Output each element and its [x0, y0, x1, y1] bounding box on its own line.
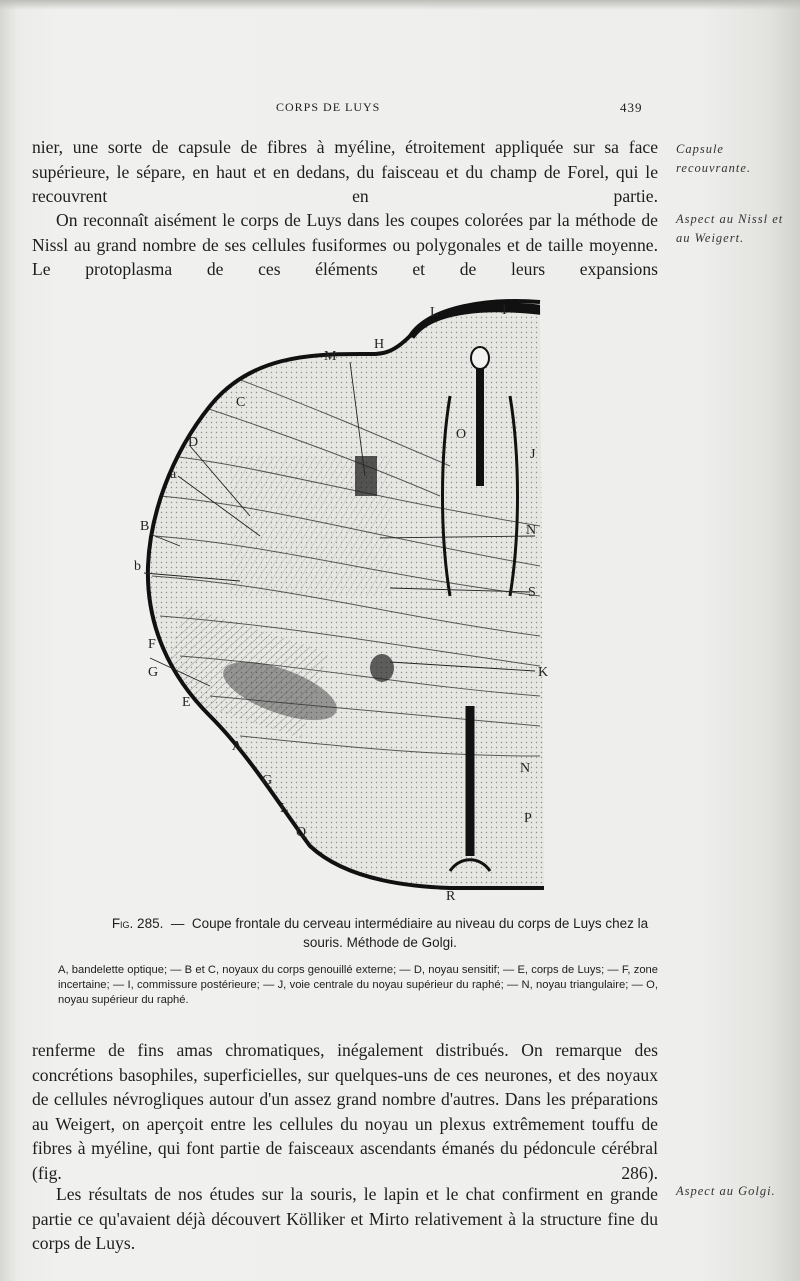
label-R: R	[446, 889, 456, 904]
paragraph-4: Les résultats de nos études sur la souris, le lapin et le chat confirment en grande partie ce qu'avaient déjà découvert Kölliker et Mirto relativement à la structure fine du corps de Luys.	[32, 1184, 658, 1254]
margin-note-nissl: Aspect au Nissl et au Weigert.	[676, 212, 784, 245]
brain-section-drawing	[110, 296, 560, 904]
running-title: CORPS DE LUYS	[276, 100, 381, 114]
label-J: J	[530, 447, 536, 462]
paragraph-1: nier, une sorte de capsule de fibres à myéline, étroitement appliquée sur sa face supérieure, le sépare, en haut et en dedans, du faisceau et du champ de Forel, qui le recouvrent en partie.	[32, 137, 658, 207]
label-S: S	[528, 585, 536, 600]
figure-caption-text: Coupe frontale du cerveau intermédiaire au niveau du corps de Luys chez la souris. Méthode de Golgi.	[191, 916, 649, 950]
figure-285	[110, 296, 560, 904]
label-H: H	[374, 337, 385, 352]
label-K: K	[538, 665, 549, 680]
paragraph-3: renferme de fins amas chromatiques, inégalement distribués. On remarque des concrétions basophiles, superficielles, sur quelques-uns de ces neurones, et des noyaux de cellules névrogliques autour d'un assez grand nombre d'autres. Dans les préparations au Weigert, on aperçoit entre les cellules du noyau un plexus extrêmement touffu de fibres à myéline, qui font partie de faisceaux ascendants émanés du pédoncule cérébral (fig. 286).	[32, 1040, 658, 1183]
margin-note-capsule: Capsule recouvrante.	[676, 142, 752, 175]
figure-legend: A, bandelette optique; — B et C, noyaux du corps genouillé externe; — D, noyau sensitif; — E, corps de Luys; — F, zone incertaine; — I, commissure postérieure; — J, voie centrale du noyau supérieur du raphé; — N, noyau triangulaire; — O, noyau supérieur du raphé.	[58, 964, 658, 1006]
figure-caption: Fig. 285. — Coupe frontale du cerveau intermédiaire au niveau du corps de Luys chez la souris. Méthode de Golgi.	[111, 916, 649, 950]
scan-edge-shadow	[0, 0, 800, 10]
label-L-lower: L	[280, 801, 289, 816]
label-Q: Q	[296, 825, 307, 840]
margin-note-golgi: Aspect au Golgi.	[676, 1184, 776, 1198]
label-P: P	[524, 811, 532, 826]
page-number: 439	[620, 100, 643, 115]
figure-number: Fig. 285.	[111, 916, 164, 931]
label-B: B	[140, 519, 150, 534]
paragraph-2: On reconnaît aisément le corps de Luys dans les coupes colorées par la méthode de Nissl au grand nombre de ses cellules fusiformes ou polygonales et de taille moyenne. Le protoplasma de ces éléments et de leurs expansions	[32, 210, 658, 280]
label-L: L	[430, 305, 439, 320]
label-a: a	[170, 467, 177, 482]
label-G-lower: G	[262, 773, 273, 788]
label-C: C	[236, 395, 246, 410]
label-b: b	[134, 559, 141, 574]
label-M: M	[324, 349, 337, 364]
label-I: I	[502, 303, 507, 318]
running-header	[0, 98, 800, 118]
label-E: E	[182, 695, 191, 710]
label-N-upper: N	[526, 523, 537, 538]
label-N-lower: N	[520, 761, 531, 776]
label-A: A	[232, 739, 243, 754]
label-O: O	[456, 427, 467, 442]
label-F: F	[148, 637, 156, 652]
label-D: D	[188, 435, 199, 450]
section-tissue	[110, 296, 560, 896]
label-G-upper: G	[148, 665, 159, 680]
